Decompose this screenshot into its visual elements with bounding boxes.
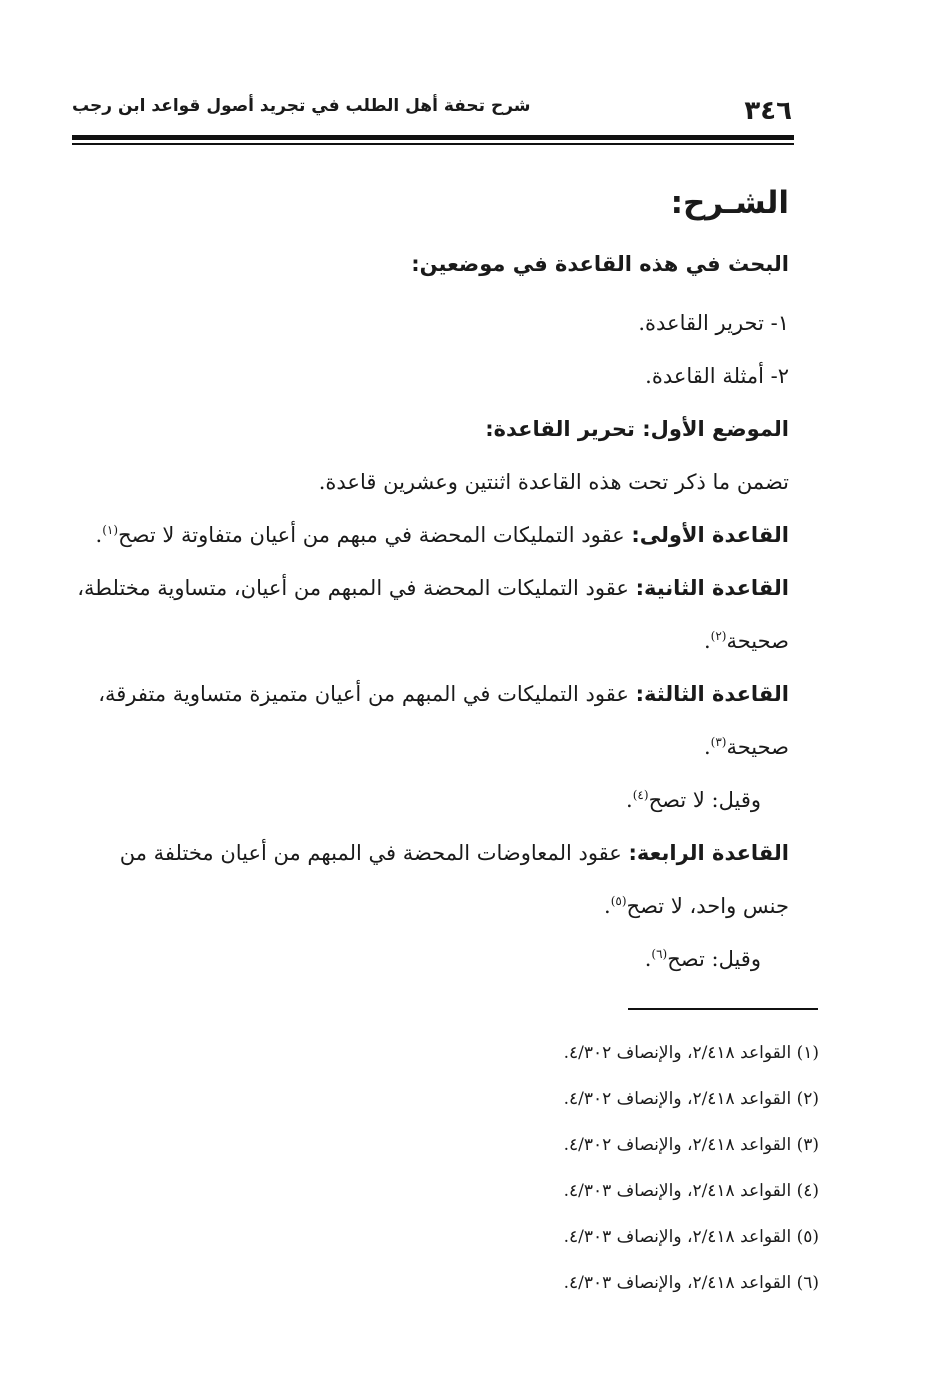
rule-label: القاعدة الثالثة: bbox=[635, 682, 789, 706]
footnote: (١) القواعد ٢/٤١٨، والإنصاف ٤/٣٠٢. bbox=[563, 1043, 819, 1063]
section-intro: تضمن ما ذكر تحت هذه القاعدة اثنتين وعشرين قاعدة. bbox=[318, 470, 789, 494]
rule-4 bbox=[72, 827, 789, 933]
page-number: ٣٤٦ bbox=[744, 96, 792, 126]
footnote-ref: (١) bbox=[102, 523, 119, 537]
rule-3-alt bbox=[72, 774, 789, 827]
footnote-ref: (٦) bbox=[651, 947, 668, 961]
page-header bbox=[72, 88, 792, 128]
rule-label: القاعدة الأولى: bbox=[631, 523, 789, 547]
rule-label: القاعدة الرابعة: bbox=[628, 841, 789, 865]
rule-end: . bbox=[95, 523, 103, 547]
rule-3 bbox=[72, 668, 789, 774]
footnote: (٣) القواعد ٢/٤١٨، والإنصاف ٤/٣٠٢. bbox=[563, 1135, 819, 1155]
heading-sharh: الشـرح: bbox=[670, 185, 789, 221]
footnotes bbox=[72, 1030, 819, 1306]
rule-text: عقود المعاوضات المحضة في المبهم من أعيان مختلفة من جنس واحد، لا تصح bbox=[119, 841, 789, 918]
alt-text: وقيل: تصح bbox=[667, 947, 761, 971]
alt-text: وقيل: لا تصح bbox=[648, 788, 761, 812]
footnote-divider bbox=[628, 1008, 818, 1010]
footnote: (٤) القواعد ٢/٤١٨، والإنصاف ٤/٣٠٣. bbox=[563, 1181, 819, 1201]
footnote: (٥) القواعد ٢/٤١٨، والإنصاف ٤/٣٠٣. bbox=[563, 1227, 819, 1247]
rule-label: القاعدة الثانية: bbox=[635, 576, 789, 600]
footnote-ref: (٢) bbox=[710, 629, 727, 643]
rule-text: عقود التمليكات المحضة في مبهم من أعيان متفاوتة لا تصح bbox=[118, 523, 632, 547]
footnote: (٢) القواعد ٢/٤١٨، والإنصاف ٤/٣٠٢. bbox=[563, 1089, 819, 1109]
running-title: شرح تحفة أهل الطلب في تجريد أصول قواعد ابن رجب bbox=[72, 96, 531, 116]
footnote-ref: (٤) bbox=[632, 788, 649, 802]
header-rule-thin bbox=[72, 143, 794, 145]
rule-2 bbox=[72, 562, 789, 668]
intro-line: البحث في هذه القاعدة في موضعين: bbox=[411, 252, 789, 276]
alt-end: . bbox=[644, 947, 652, 971]
main-text bbox=[72, 176, 789, 986]
list-item: ٢- أمثلة القاعدة. bbox=[645, 364, 789, 388]
rule-text: عقود التمليكات المحضة في المبهم من أعيان، متساوية مختلطة، صحيحة bbox=[77, 576, 789, 653]
list-item: ١- تحرير القاعدة. bbox=[638, 311, 789, 335]
rule-end: . bbox=[703, 735, 711, 759]
header-rule-thick bbox=[72, 135, 794, 140]
rule-4-alt bbox=[72, 933, 789, 986]
section-title: الموضع الأول: تحرير القاعدة: bbox=[485, 417, 789, 441]
rule-end: . bbox=[604, 894, 611, 918]
rule-1 bbox=[72, 509, 789, 562]
footnote: (٦) القواعد ٢/٤١٨، والإنصاف ٤/٣٠٣. bbox=[563, 1273, 819, 1293]
rule-end: . bbox=[703, 629, 711, 653]
rule-text: عقود التمليكات في المبهم من أعيان متميزة متساوية متفرقة، صحيحة bbox=[98, 682, 789, 759]
alt-end: . bbox=[626, 788, 633, 812]
footnote-ref: (٣) bbox=[710, 735, 727, 749]
footnote-ref: (٥) bbox=[610, 894, 627, 908]
